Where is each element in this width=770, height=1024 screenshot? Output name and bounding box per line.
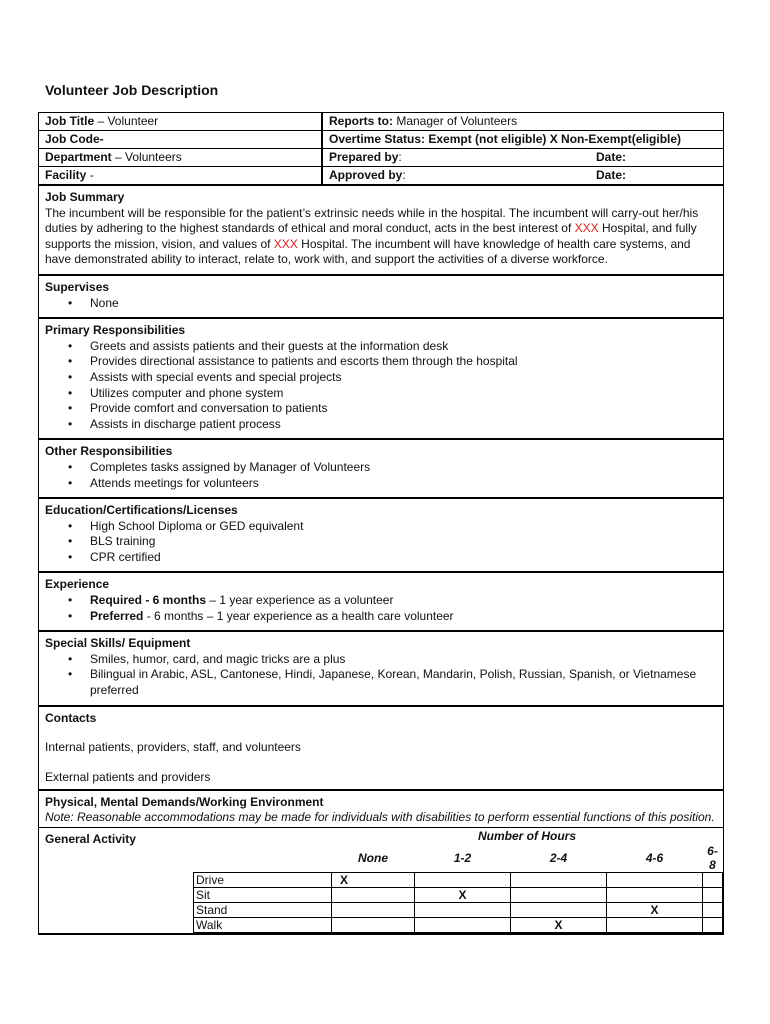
job-summary-section bbox=[39, 186, 723, 276]
department-row: Department – Volunteers bbox=[39, 149, 321, 167]
activity-name: Sit bbox=[194, 888, 332, 903]
table-row: Sit X bbox=[194, 888, 723, 903]
physical-heading: Physical, Mental Demands/Working Environment bbox=[45, 795, 324, 810]
prepared-by-row: Prepared by: Date: bbox=[323, 149, 723, 167]
contacts-heading: Contacts bbox=[45, 710, 97, 725]
list-item: • Provides directional assistance to patients and escorts them through the hospital bbox=[90, 354, 717, 370]
job-summary-text: The incumbent will be responsible for the patient’s extrinsic needs while in the hospital. The incumbent will carry-out her/his duties by adhering to the highest standards of ethical and moral conduct, acts in the best interest of XXX Hospital, and fully supports the mission, vision, and values of XXX Hospital. The incumbent will have knowledge of health care systems, and have demonstrated ability to interact, relate to, work with, and support the activities of a diverse workforce. bbox=[45, 205, 699, 267]
list-item: • CPR certified bbox=[90, 550, 717, 566]
experience-heading: Experience bbox=[45, 577, 110, 592]
list-item: • Smiles, humor, card, and magic tricks are a plus bbox=[90, 652, 717, 668]
table-row: Stand X bbox=[194, 903, 723, 918]
other-heading: Other Responsibilities bbox=[45, 444, 173, 459]
overtime-status-row: Overtime Status: Exempt (not eligible) X Non-Exempt(eligible) bbox=[323, 131, 723, 149]
column-header: 2-4 bbox=[549, 851, 568, 866]
list-item: • None bbox=[90, 296, 717, 312]
table-row: Drive X bbox=[194, 873, 723, 888]
column-header: None bbox=[358, 851, 388, 866]
experience-section bbox=[39, 573, 723, 632]
skills-heading: Special Skills/ Equipment bbox=[45, 636, 191, 651]
list-item: • Assists with special events and special projects bbox=[90, 370, 717, 386]
column-header: 6-8 bbox=[707, 844, 718, 873]
approved-date-label: Date: bbox=[596, 168, 627, 182]
table-row: Walk X bbox=[194, 918, 723, 933]
activity-table-wrap bbox=[193, 828, 723, 933]
job-description-form bbox=[38, 112, 724, 935]
education-list bbox=[45, 519, 717, 566]
header-right bbox=[323, 113, 723, 184]
supervises-list bbox=[45, 296, 717, 312]
job-summary-heading: Job Summary bbox=[45, 190, 125, 204]
contacts-section bbox=[39, 707, 723, 792]
internal-contacts: Internal patients, providers, staff, and volunteers bbox=[45, 740, 301, 755]
primary-list bbox=[45, 339, 717, 433]
page-title: Volunteer Job Description bbox=[45, 82, 219, 98]
list-item: • Preferred - 6 months – 1 year experience as a health care volunteer bbox=[90, 609, 717, 625]
list-item: • Completes tasks assigned by Manager of Volunteers bbox=[90, 460, 717, 476]
job-code-row: Job Code- bbox=[39, 131, 321, 149]
list-item: • BLS training bbox=[90, 534, 717, 550]
list-item: • High School Diploma or GED equivalent bbox=[90, 519, 717, 535]
education-section bbox=[39, 499, 723, 573]
physical-note: Note: Reasonable accommodations may be made for individuals with disabilities to perform essential functions of this position. bbox=[45, 810, 715, 825]
other-responsibilities-section bbox=[39, 440, 723, 499]
header-block bbox=[39, 113, 723, 186]
reports-to-row: Reports to: Manager of Volunteers bbox=[323, 113, 723, 131]
column-header: 4-6 bbox=[645, 851, 664, 866]
other-list bbox=[45, 460, 717, 491]
approved-by-row: Approved by: Date: bbox=[329, 168, 627, 182]
external-contacts: External patients and providers bbox=[45, 769, 211, 784]
list-item: • Assists in discharge patient process bbox=[90, 417, 717, 433]
general-activity-label: General Activity bbox=[45, 832, 136, 847]
supervises-section bbox=[39, 276, 723, 319]
activity-name: Stand bbox=[194, 903, 332, 918]
column-header: 1-2 bbox=[453, 851, 472, 866]
list-item: • Bilingual in Arabic, ASL, Cantonese, Hindi, Japanese, Korean, Mandarin, Polish, Russian, Spanish, or Vietnamese preferred bbox=[90, 667, 717, 698]
prepared-date-label: Date: bbox=[596, 150, 627, 164]
list-item: • Required - 6 months – 1 year experience as a volunteer bbox=[90, 593, 717, 609]
list-item: • Provide comfort and conversation to patients bbox=[90, 401, 717, 417]
header-left bbox=[39, 113, 323, 184]
primary-heading: Primary Responsibilities bbox=[45, 323, 186, 338]
physical-section bbox=[39, 791, 723, 828]
experience-list bbox=[45, 593, 717, 624]
activity-name: Drive bbox=[194, 873, 332, 888]
supervises-heading: Supervises bbox=[45, 279, 110, 294]
skills-section bbox=[39, 632, 723, 706]
list-item: • Attends meetings for volunteers bbox=[90, 476, 717, 492]
facility-row: Facility - bbox=[45, 168, 94, 182]
list-item: • Utilizes computer and phone system bbox=[90, 386, 717, 402]
education-heading: Education/Certifications/Licenses bbox=[45, 503, 238, 518]
activity-table bbox=[193, 828, 723, 933]
hours-heading: Number of Hours bbox=[477, 829, 576, 844]
general-activity-block bbox=[39, 828, 723, 935]
skills-list bbox=[45, 652, 717, 699]
activity-name: Walk bbox=[194, 918, 332, 933]
list-item: • Greets and assists patients and their guests at the information desk bbox=[90, 339, 717, 355]
primary-responsibilities-section bbox=[39, 319, 723, 440]
job-title-row: Job Title – Volunteer bbox=[39, 113, 321, 131]
